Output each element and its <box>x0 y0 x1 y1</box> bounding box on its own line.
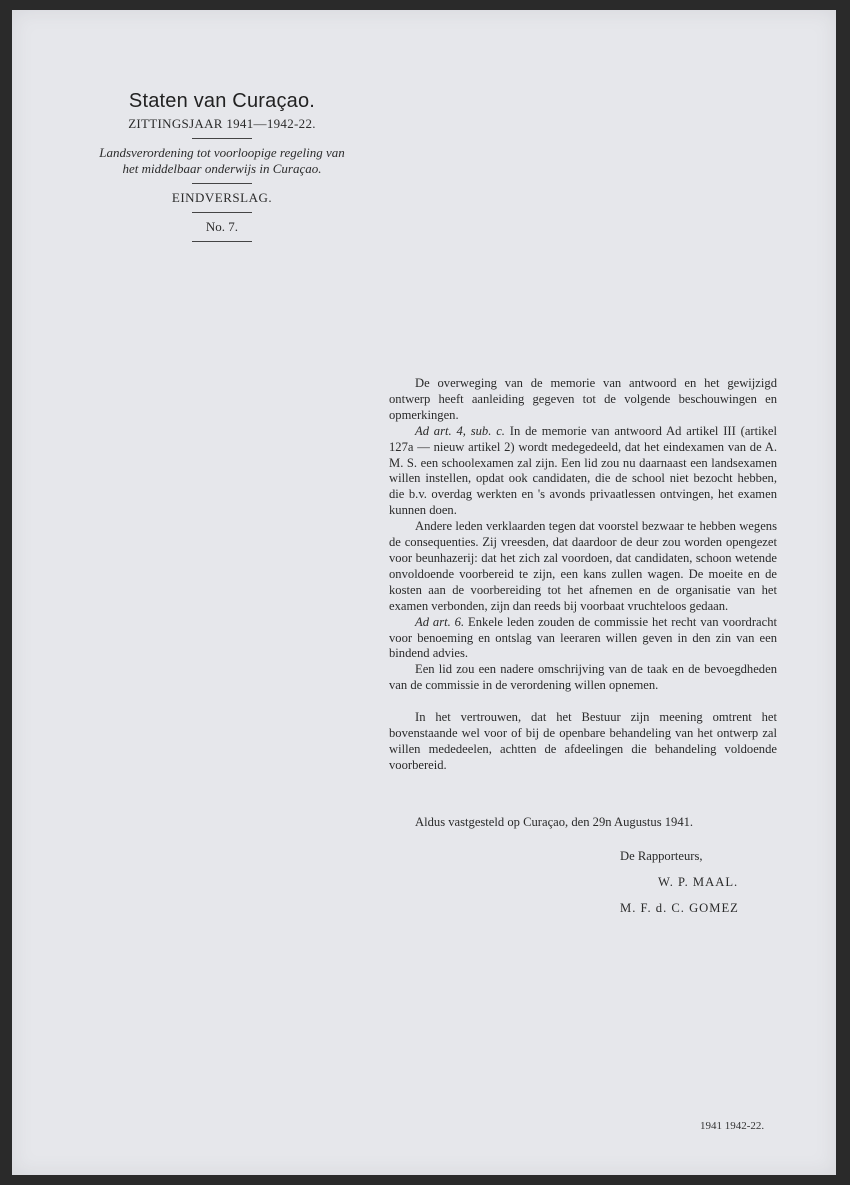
paragraph-art4 <box>389 424 777 519</box>
signatory-name: M. F. d. C. GOMEZ <box>620 901 739 915</box>
rapporteurs-title: De Rapporteurs, <box>620 849 703 863</box>
place-date: Aldus vastgesteld op Curaçao, den 29n Augustus 1941. <box>415 815 694 829</box>
report-number: No. 7. <box>205 219 239 234</box>
subject-title <box>72 145 372 177</box>
paragraph-text: In de memorie van antwoord Ad artikel III (artikel 127a — nieuw artikel 2) wordt medegedeeld, dat het eindexamen van de A. M. S. een schoolexamen zal zijn. Een lid zou nu daarnaast een landsexamen willen instellen, opdat ook candidaten, die de school niet bezocht hebben, die b.v. overdag werkten en 's avonds privaatlessen ontvingen, het examen kunnen doen. <box>389 423 777 518</box>
paragraph-art6 <box>389 615 777 663</box>
paragraph-objection: Andere leden verklaarden tegen dat voorstel bezwaar te hebben wegens de consequenties. Zij vreesden, dat daardoor de deur zou worden opengezet voor beunhazerij: dat het zich zal voordoen, dat candidaten, schoon wetende onvoldoende voorbereid te zijn, een kans zullen wagen. De moeite en de kosten aan de voorbereiding tot het afnemen en de organisatie van het examen verbonden, zijn dan reeds bij voorbaat vruchteloos gedaan. <box>389 519 777 613</box>
paragraph-text: Enkele leden zouden de commissie het recht van voordracht voor benoeming en ontslag van leeraren willen geven in den zin van een bindend advies. <box>389 614 777 661</box>
divider <box>192 241 252 242</box>
signatory-name: W. P. MAAL. <box>658 875 739 889</box>
divider <box>192 212 252 213</box>
paragraph-intro: De overweging van de memorie van antwoord en het gewijzigd ontwerp heeft aanleiding gegeven tot de volgende beschouwingen en opmerkingen. <box>389 376 777 422</box>
divider <box>192 183 252 184</box>
subject-line-1: Landsverordening tot voorloopige regeling van <box>99 145 345 160</box>
report-type: EINDVERSLAG. <box>171 190 273 205</box>
paragraph-conclusion: In het vertrouwen, dat het Bestuur zijn meening omtrent het bovenstaande wel voor of bij de openbare behandeling van het ontwerp zal willen mededeelen, achtten de afdeelingen die behandeling voldoende voorbereid. <box>389 710 777 772</box>
document-code: 1941 1942-22. <box>700 1120 765 1132</box>
organization-title: Staten van Curaçao. <box>128 90 316 112</box>
article-reference: Ad art. 6. <box>415 614 465 629</box>
document-header <box>72 90 372 248</box>
article-reference: Ad art. 4, sub. c. <box>415 423 505 438</box>
signatories <box>620 843 739 921</box>
session-year: ZITTINGSJAAR 1941—1942-22. <box>128 116 316 131</box>
document-page <box>12 10 836 1175</box>
divider <box>192 138 252 139</box>
paragraph-commission: Een lid zou een nadere omschrijving van de taak en de bevoegdheden van de commissie in de verordening willen opnemen. <box>389 662 777 693</box>
report-body <box>389 376 777 774</box>
subject-line-2: het middelbaar onderwijs in Curaçao. <box>122 161 322 176</box>
